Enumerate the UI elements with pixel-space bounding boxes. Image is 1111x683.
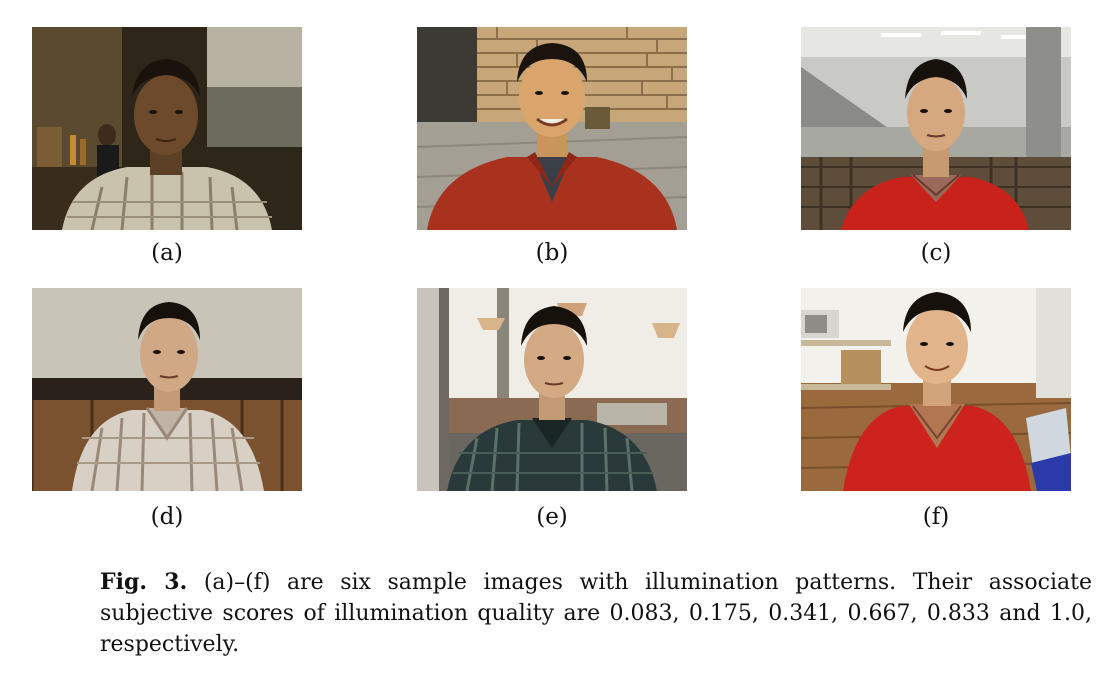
panel-label-b: (b) xyxy=(535,240,569,266)
panel-label-c: (c) xyxy=(920,240,952,266)
figure-caption xyxy=(100,567,1092,660)
panel-label-e: (e) xyxy=(536,504,568,530)
photo-e-illustration xyxy=(417,288,687,491)
sample-image-f xyxy=(801,288,1071,491)
sample-image-b xyxy=(417,27,687,230)
panel-label-a: (a) xyxy=(151,240,183,266)
figure-caption-text: (a)–(f) are six sample images with illumination patterns. Their associate subjective scores of illumination quality are 0.083, 0.175, 0.341, 0.667, 0.833 and 1.0, respectively. xyxy=(100,570,1092,657)
sample-image-c xyxy=(801,27,1071,230)
panel-label-d: (d) xyxy=(150,504,184,530)
sample-image-d xyxy=(32,288,302,491)
panel-label-f: (f) xyxy=(922,504,950,530)
photo-b-illustration xyxy=(417,27,687,230)
photo-c-illustration xyxy=(801,27,1071,230)
photo-a-illustration xyxy=(32,27,302,230)
photo-d-illustration xyxy=(32,288,302,491)
photo-f-illustration xyxy=(801,288,1071,491)
sample-image-a xyxy=(32,27,302,230)
sample-image-e xyxy=(417,288,687,491)
figure-number: Fig. 3. xyxy=(100,569,188,595)
